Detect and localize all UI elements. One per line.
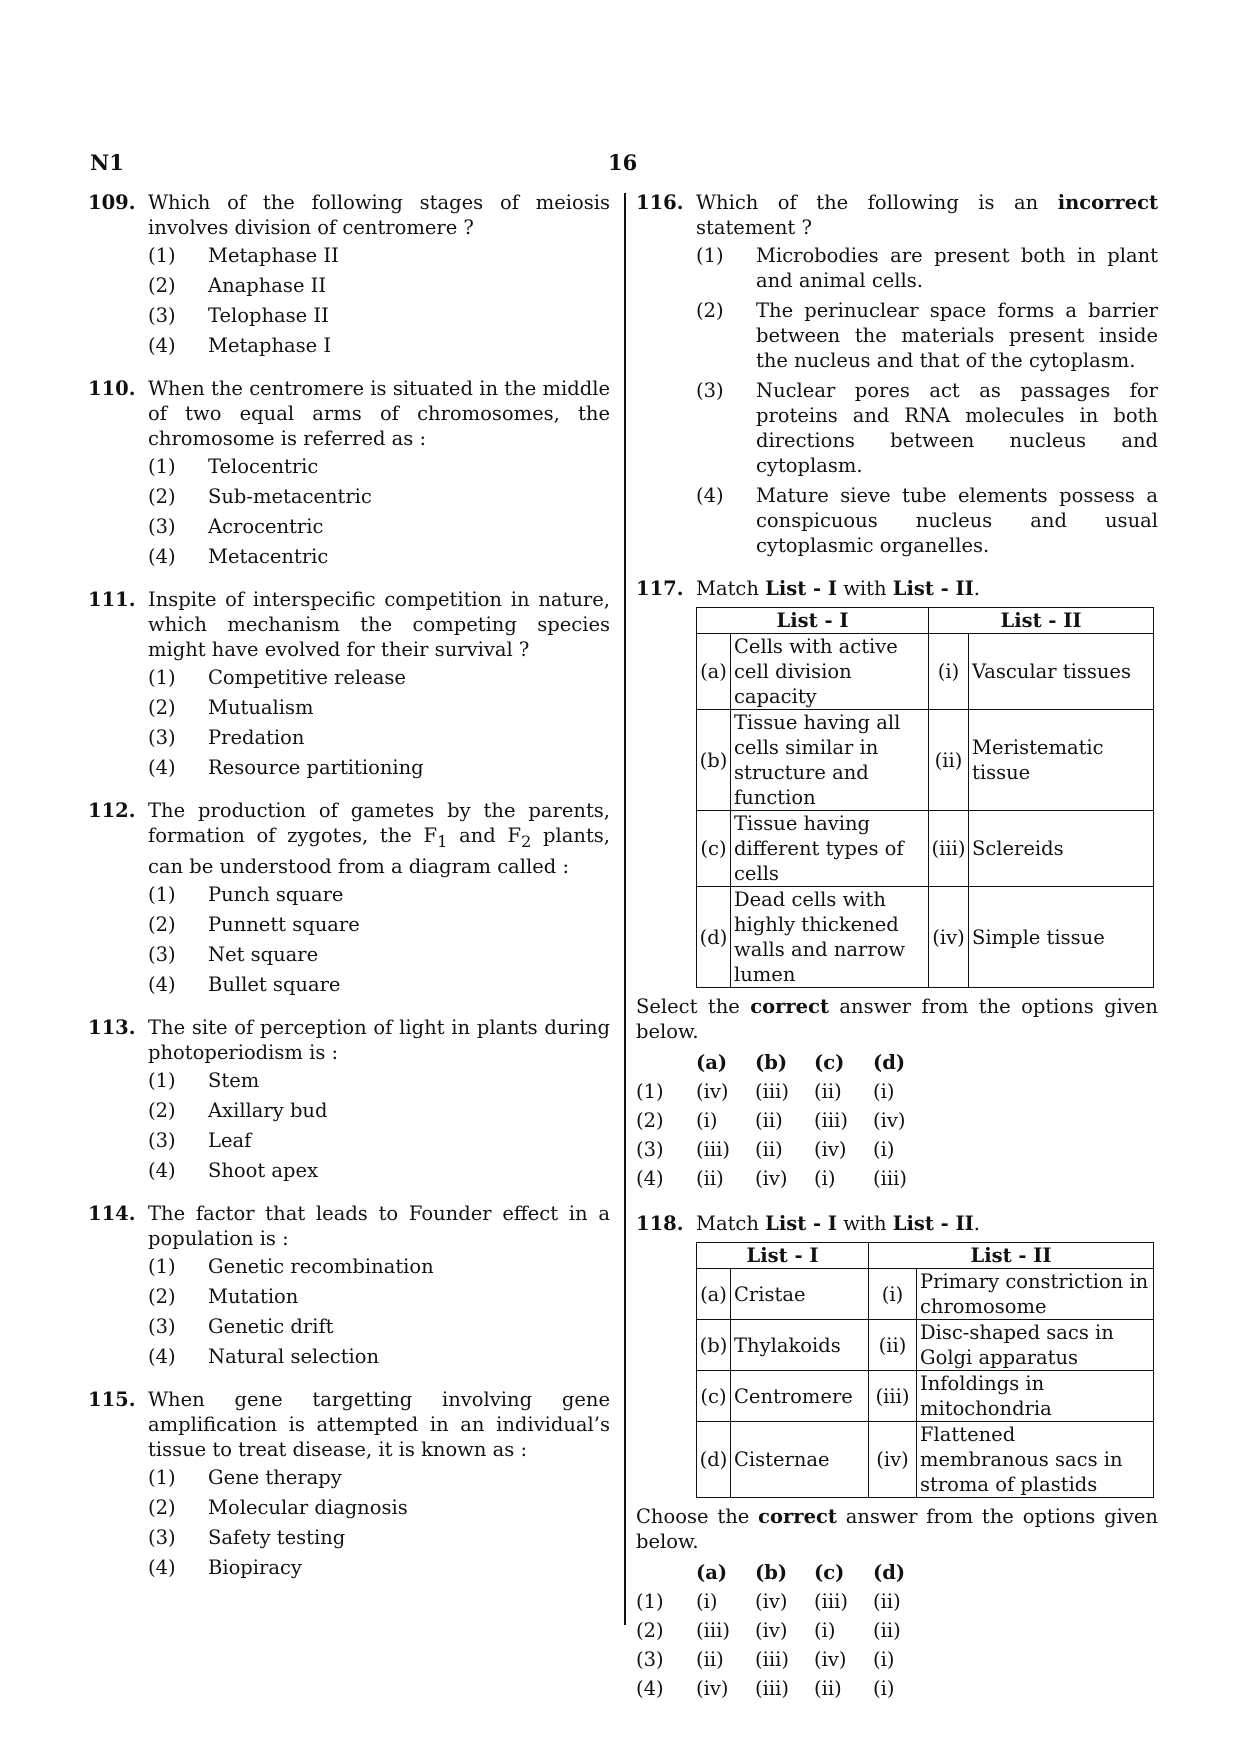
option	[148, 695, 610, 720]
option-number: (3)	[148, 304, 176, 327]
option	[148, 273, 610, 298]
column-header: List - II	[929, 608, 1154, 634]
option-text: Mature sieve tube elements possess a conspicuous nucleus and usual cytoplasmic organelles.	[756, 484, 1158, 557]
option-text: Nuclear pores act as passages for proteins and RNA molecules in both directions between nucleus and cytoplasm.	[756, 379, 1158, 477]
list-1-cell: Cristae	[731, 1269, 869, 1320]
answer-row: (2) (iii) (iv) (i) (ii)	[636, 1619, 901, 1642]
question-text: Match List - I with List - II.	[696, 1212, 980, 1235]
list-1-cell: Tissue having different types of cells	[731, 811, 929, 887]
options-list	[148, 243, 610, 358]
option-number: (2)	[148, 1495, 176, 1519]
column-header: List - I	[697, 1243, 869, 1269]
instruction-text: Select the correct answer from the options given below.	[636, 995, 1158, 1043]
column-header: List - II	[869, 1243, 1154, 1269]
row-label: (ii)	[869, 1320, 917, 1371]
row-label: (i)	[869, 1269, 917, 1320]
list-2-cell: Disc-shaped sacs in Golgi apparatus	[917, 1320, 1154, 1371]
answer-column-header: (d)	[873, 1051, 906, 1074]
column-header: List - I	[697, 608, 929, 634]
row-label: (ii)	[929, 710, 969, 811]
question-text: The factor that leads to Founder effect in a population is :	[148, 1201, 610, 1250]
option	[148, 484, 610, 509]
option-number: (4)	[148, 1555, 176, 1579]
option-number: (3)	[148, 942, 176, 966]
option	[148, 333, 610, 358]
option-text: Competitive release	[208, 666, 406, 689]
question-text: When the centromere is situated in the middle of two equal arms of chromosomes, the chromosome is referred as :	[148, 377, 610, 450]
option-number: (4)	[696, 484, 724, 507]
option-text: Telocentric	[208, 455, 319, 478]
options-list	[148, 1465, 610, 1580]
question-text: The production of gametes by the parents, formation of zygotes, the $F_1$ and $F_2$ plants, can be understood from a diagram called :	[148, 799, 610, 878]
answer-column-header: (a)	[696, 1051, 728, 1074]
option	[148, 1555, 610, 1580]
option-text: Genetic recombination	[208, 1254, 434, 1278]
option-text: Net square	[208, 942, 319, 966]
option-number: (4)	[148, 1158, 176, 1182]
row-label: (a)	[697, 1269, 731, 1320]
option-text: Mutation	[208, 1284, 299, 1308]
option-number: (2)	[696, 299, 724, 322]
option-text: Punnett square	[208, 912, 360, 936]
option-text: The perinuclear space forms a barrier between the materials present inside the nucleus and that of the cytoplasm.	[756, 299, 1158, 372]
option-text: Biopiracy	[208, 1555, 302, 1579]
row-label: (d)	[697, 1422, 731, 1498]
question-number: 112.	[88, 799, 136, 822]
option-number: (3)	[148, 515, 176, 538]
option	[148, 1525, 610, 1550]
option-text: Safety testing	[208, 1525, 346, 1549]
option-text: Metaphase II	[208, 244, 339, 267]
option	[148, 912, 610, 937]
table-row	[697, 887, 1154, 988]
option-text: Sub-metacentric	[208, 485, 372, 508]
question-116	[636, 190, 1158, 558]
question-text: Inspite of interspecific competition in nature, which mechanism the competing species might have evolved for their survival ?	[148, 588, 610, 661]
list-2-cell: Infoldings in mitochondria	[917, 1371, 1154, 1422]
table-row	[697, 1269, 1154, 1320]
answer-row: (4) (iv) (iii) (ii) (i)	[636, 1677, 895, 1700]
question-text: When gene targetting involving gene amplification is attempted in an individual’s tissue to treat disease, it is known as :	[148, 1387, 610, 1461]
option-number: (1)	[148, 1254, 176, 1278]
option	[148, 1128, 610, 1153]
question-number: 110.	[88, 377, 136, 400]
answer-row: (2) (i) (ii) (iii) (iv)	[636, 1109, 906, 1132]
row-label: (b)	[697, 1320, 731, 1371]
answer-header-row	[636, 1558, 932, 1587]
option-text: Predation	[208, 726, 305, 749]
list-1-cell: Dead cells with highly thickened walls and narrow lumen	[731, 887, 929, 988]
paper-code: N1	[90, 150, 124, 175]
answer-row: (3) (ii) (iii) (iv) (i)	[636, 1648, 895, 1671]
column-divider	[624, 193, 626, 1625]
option-text: Resource partitioning	[208, 756, 424, 779]
option-text: Acrocentric	[208, 515, 324, 538]
option-number: (1)	[696, 244, 724, 267]
option-text: Gene therapy	[208, 1465, 342, 1489]
option-text: Anaphase II	[208, 274, 327, 297]
answer-row: (1) (i) (iv) (iii) (ii)	[636, 1590, 901, 1613]
question-number: 113.	[88, 1015, 136, 1039]
option-number: (4)	[148, 756, 176, 779]
option	[148, 1495, 610, 1520]
right-column	[636, 190, 1158, 1721]
answer-row: (1) (iv) (iii) (ii) (i)	[636, 1080, 895, 1103]
answer-options-table	[636, 1048, 932, 1193]
option-text: Shoot apex	[208, 1158, 319, 1182]
option-text: Microbodies are present both in plant and animal cells.	[756, 244, 1158, 292]
question-number: 116.	[636, 191, 684, 214]
option	[148, 882, 610, 907]
row-label: (a)	[697, 634, 731, 710]
list-1-cell: Centromere	[731, 1371, 869, 1422]
row-label: (i)	[929, 634, 969, 710]
answer-column-header: (d)	[873, 1561, 906, 1584]
list-2-cell: Sclereids	[969, 811, 1154, 887]
option-number: (3)	[148, 726, 176, 749]
option	[696, 483, 1158, 558]
table-header-row	[697, 608, 1154, 634]
option	[148, 755, 610, 780]
table-row	[697, 811, 1154, 887]
question-113	[88, 1015, 610, 1183]
option	[148, 1158, 610, 1183]
list-1-cell: Thylakoids	[731, 1320, 869, 1371]
row-label: (iv)	[869, 1422, 917, 1498]
match-table	[696, 1242, 1154, 1498]
option	[148, 665, 610, 690]
list-2-cell: Flattened membranous sacs in stroma of plastids	[917, 1422, 1154, 1498]
question-text: Which of the following stages of meiosis involves division of centromere ?	[148, 191, 610, 239]
question-number: 111.	[88, 588, 136, 611]
match-table	[696, 607, 1154, 988]
option-text: Telophase II	[208, 304, 329, 327]
question-text: The site of perception of light in plants during photoperiodism is :	[148, 1015, 610, 1064]
option	[148, 1284, 610, 1309]
list-1-cell: Cisternae	[731, 1422, 869, 1498]
table-row	[697, 1422, 1154, 1498]
option-number: (1)	[148, 1465, 176, 1489]
row-label: (iii)	[869, 1371, 917, 1422]
option-number: (1)	[148, 455, 176, 478]
answer-header-row	[636, 1048, 932, 1077]
option-text: Leaf	[208, 1128, 252, 1152]
table-row	[697, 634, 1154, 710]
option-text: Genetic drift	[208, 1314, 334, 1338]
option-text: Metaphase I	[208, 334, 332, 357]
answer-column-header: (c)	[814, 1051, 845, 1074]
option-text: Mutualism	[208, 696, 314, 719]
option-number: (4)	[148, 334, 176, 357]
question-text: Match List - I with List - II.	[696, 577, 980, 600]
option-number: (3)	[148, 1525, 176, 1549]
question-109	[88, 190, 610, 358]
option-text: Metacentric	[208, 545, 329, 568]
left-column	[88, 190, 610, 1598]
options-list	[148, 1068, 610, 1183]
options-list	[148, 454, 610, 569]
option	[148, 1314, 610, 1339]
option	[148, 1465, 610, 1490]
options-list	[148, 1254, 610, 1369]
question-number: 118.	[636, 1212, 684, 1235]
table-header-row	[697, 1243, 1154, 1269]
option-number: (2)	[148, 274, 176, 297]
option	[148, 544, 610, 569]
question-117	[636, 576, 1158, 1193]
instruction-text: Choose the correct answer from the options given below.	[636, 1505, 1158, 1553]
list-2-cell: Simple tissue	[969, 887, 1154, 988]
table-row	[697, 1371, 1154, 1422]
option-number: (2)	[148, 485, 176, 508]
question-number: 115.	[88, 1387, 136, 1411]
answer-options-table	[636, 1558, 932, 1703]
option-text: Stem	[208, 1068, 260, 1092]
option-number: (1)	[148, 882, 176, 906]
option-number: (4)	[148, 545, 176, 568]
list-1-cell: Cells with active cell division capacity	[731, 634, 929, 710]
option	[696, 378, 1158, 478]
option	[148, 1254, 610, 1279]
list-2-cell: Primary constriction in chromosome	[917, 1269, 1154, 1320]
question-115	[88, 1387, 610, 1580]
option-number: (1)	[148, 666, 176, 689]
option	[148, 972, 610, 997]
option-text: Molecular diagnosis	[208, 1495, 408, 1519]
option-number: (4)	[148, 1344, 176, 1368]
answer-column-header: (a)	[696, 1561, 728, 1584]
question-112	[88, 798, 610, 997]
answer-row: (4) (ii) (iv) (i) (iii)	[636, 1167, 907, 1190]
question-111	[88, 587, 610, 780]
question-110	[88, 376, 610, 569]
question-text: Which of the following is an incorrect statement ?	[696, 191, 1158, 239]
option	[148, 514, 610, 539]
table-row	[697, 710, 1154, 811]
row-label: (c)	[697, 1371, 731, 1422]
option-text: Punch square	[208, 882, 344, 906]
option-number: (2)	[148, 912, 176, 936]
question-number: 114.	[88, 1201, 136, 1225]
option	[148, 454, 610, 479]
question-114	[88, 1201, 610, 1369]
option-text: Natural selection	[208, 1344, 380, 1368]
option-number: (2)	[148, 696, 176, 719]
list-2-cell: Meristematic tissue	[969, 710, 1154, 811]
answer-column-header: (c)	[814, 1561, 845, 1584]
row-label: (iii)	[929, 811, 969, 887]
answer-column-header: (b)	[755, 1051, 788, 1074]
row-label: (iv)	[929, 887, 969, 988]
option	[696, 298, 1158, 373]
row-label: (c)	[697, 811, 731, 887]
option	[148, 243, 610, 268]
option-text: Axillary bud	[208, 1098, 328, 1122]
answer-column-header: (b)	[755, 1561, 788, 1584]
option-number: (1)	[148, 244, 176, 267]
question-118	[636, 1211, 1158, 1703]
option-number: (3)	[148, 1314, 176, 1338]
option-number: (1)	[148, 1068, 176, 1092]
option	[148, 1344, 610, 1369]
option-number: (2)	[148, 1284, 176, 1308]
option	[696, 243, 1158, 293]
page-number: 16	[608, 150, 638, 175]
answer-row: (3) (iii) (ii) (iv) (i)	[636, 1138, 895, 1161]
option-number: (3)	[696, 379, 724, 402]
option	[148, 1068, 610, 1093]
table-row	[697, 1320, 1154, 1371]
question-number: 117.	[636, 577, 684, 600]
options-list	[696, 243, 1158, 558]
list-1-cell: Tissue having all cells similar in structure and function	[731, 710, 929, 811]
options-list	[148, 665, 610, 780]
list-2-cell: Vascular tissues	[969, 634, 1154, 710]
option	[148, 1098, 610, 1123]
option-text: Bullet square	[208, 972, 341, 996]
option-number: (4)	[148, 972, 176, 996]
option	[148, 303, 610, 328]
options-list	[148, 882, 610, 997]
row-label: (d)	[697, 887, 731, 988]
option-number: (3)	[148, 1128, 176, 1152]
question-number: 109.	[88, 191, 136, 214]
option	[148, 942, 610, 967]
option	[148, 725, 610, 750]
row-label: (b)	[697, 710, 731, 811]
option-number: (2)	[148, 1098, 176, 1122]
